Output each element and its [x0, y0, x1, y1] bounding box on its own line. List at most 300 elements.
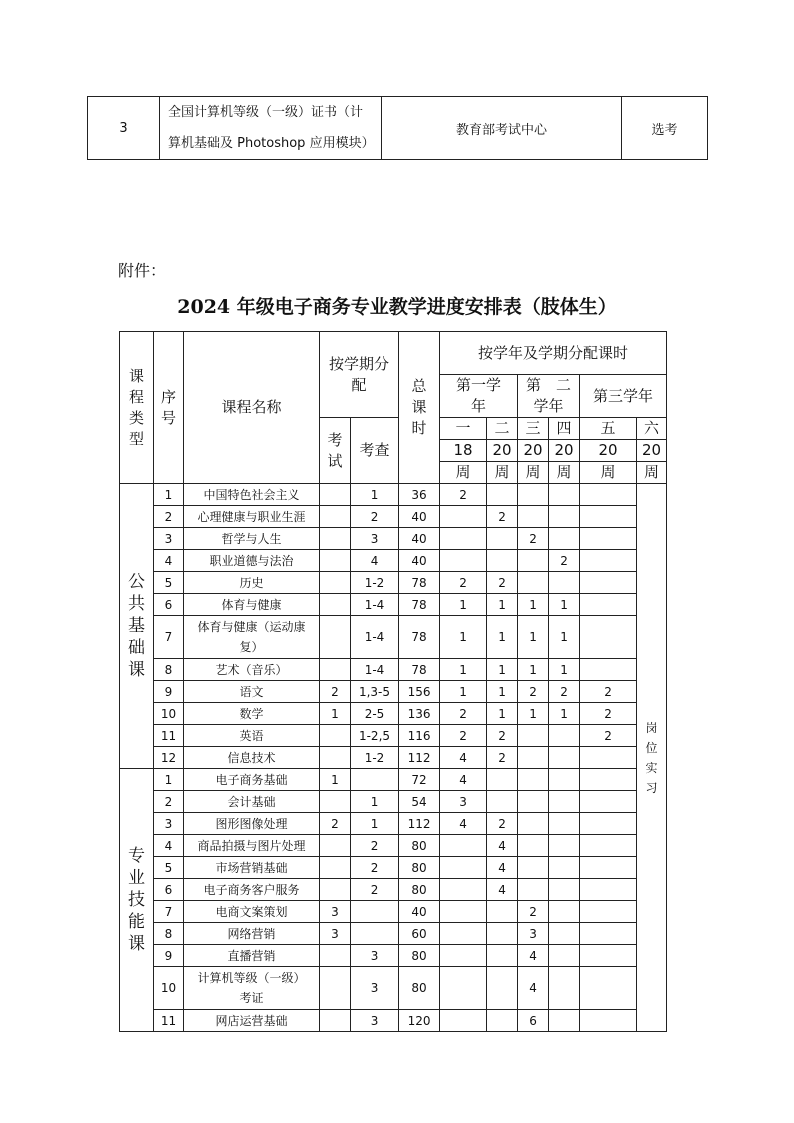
t1-cell	[440, 550, 487, 572]
t5-cell	[580, 484, 637, 506]
t5-cell: 2	[580, 703, 637, 725]
total-cell: 54	[399, 791, 440, 813]
total-cell: 80	[399, 879, 440, 901]
table-row	[120, 528, 667, 550]
t5-cell	[580, 659, 637, 681]
group-char: 能	[128, 912, 145, 932]
t5-cell	[580, 572, 637, 594]
course-name-header: 课程名称	[184, 332, 320, 484]
exam-cell	[320, 791, 351, 813]
t1-cell	[440, 835, 487, 857]
exam-cell	[320, 594, 351, 616]
t5-cell	[580, 506, 637, 528]
t4-cell: 2	[549, 550, 580, 572]
course-name-line: 计算机等级（一级）	[197, 971, 306, 985]
table-row	[120, 857, 667, 879]
exam-cell	[320, 528, 351, 550]
course-name-cell: 语文	[184, 681, 320, 703]
t4-cell: 2	[549, 681, 580, 703]
weeks-cell: 20	[637, 440, 667, 462]
t4-cell: 1	[549, 616, 580, 659]
t5-cell	[580, 594, 637, 616]
course-name-cell: 哲学与人生	[184, 528, 320, 550]
t5-cell	[580, 616, 637, 659]
exam-cell	[320, 879, 351, 901]
course-name-line: 复）	[239, 640, 264, 654]
header-char: 考	[327, 430, 343, 449]
total-cell: 120	[399, 1010, 440, 1032]
term-header: 二	[487, 418, 518, 440]
table-row	[120, 967, 667, 1010]
course-name-cell: 电子商务基础	[184, 769, 320, 791]
term-header: 三	[518, 418, 549, 440]
t3-cell	[518, 572, 549, 594]
check-cell: 1	[351, 813, 399, 835]
course-name-cell: 网店运营基础	[184, 1010, 320, 1032]
t4-cell	[549, 835, 580, 857]
alloc-header: 按学年及学期分配课时	[440, 332, 667, 375]
seq-cell: 3	[154, 813, 184, 835]
check-cell	[351, 769, 399, 791]
t1-cell: 1	[440, 681, 487, 703]
table-row	[120, 747, 667, 769]
table-row	[120, 813, 667, 835]
t3-cell	[518, 484, 549, 506]
table-row	[88, 97, 708, 160]
t2-cell: 2	[487, 725, 518, 747]
t3-cell: 1	[518, 616, 549, 659]
t2-cell: 4	[487, 879, 518, 901]
exam-cell: 3	[320, 923, 351, 945]
check-cell: 3	[351, 528, 399, 550]
total-cell: 72	[399, 769, 440, 791]
attachment-label: 附件：	[118, 261, 167, 280]
check-cell: 1	[351, 791, 399, 813]
exam-cell	[320, 967, 351, 1010]
t4-cell	[549, 528, 580, 550]
check-header: 考查	[351, 418, 399, 484]
course-name-cell: 信息技术	[184, 747, 320, 769]
t1-cell	[440, 506, 487, 528]
t5-cell	[580, 901, 637, 923]
group-char: 技	[128, 890, 145, 910]
course-type-header	[120, 332, 154, 484]
check-cell: 1-4	[351, 659, 399, 681]
t1-cell	[440, 923, 487, 945]
t1-cell: 2	[440, 484, 487, 506]
table-row	[120, 550, 667, 572]
t2-cell: 2	[487, 572, 518, 594]
exam-cell: 2	[320, 681, 351, 703]
t3-cell	[518, 769, 549, 791]
exam-cell	[320, 725, 351, 747]
total-cell: 40	[399, 506, 440, 528]
exam-cell	[320, 747, 351, 769]
group-char: 专	[128, 846, 145, 866]
t1-cell: 1	[440, 616, 487, 659]
check-cell: 2	[351, 835, 399, 857]
term-header: 四	[549, 418, 580, 440]
t2-cell	[487, 528, 518, 550]
term-header: 一	[440, 418, 487, 440]
exam-cell: 1	[320, 769, 351, 791]
term-header: 六	[637, 418, 667, 440]
check-cell: 1-4	[351, 594, 399, 616]
check-cell: 2	[351, 879, 399, 901]
t1-cell	[440, 967, 487, 1010]
t2-cell	[487, 1010, 518, 1032]
header-char: 序	[160, 387, 176, 406]
seq-cell: 1	[154, 484, 184, 506]
check-cell: 2	[351, 506, 399, 528]
table-row	[120, 769, 667, 791]
seq-cell: 8	[154, 923, 184, 945]
t5-cell	[580, 835, 637, 857]
course-name-cell: 网络营销	[184, 923, 320, 945]
seq-cell: 10	[154, 703, 184, 725]
seq-cell: 4	[154, 835, 184, 857]
weeks-cell: 20	[549, 440, 580, 462]
total-cell: 116	[399, 725, 440, 747]
header-char: 类	[128, 408, 144, 427]
page-title: 2024 年级电子商务专业教学进度安排表（肢体生）	[177, 296, 617, 318]
t2-cell	[487, 769, 518, 791]
t1-cell	[440, 945, 487, 967]
t5-cell	[580, 747, 637, 769]
t2-cell: 1	[487, 681, 518, 703]
check-cell: 2-5	[351, 703, 399, 725]
table-row	[120, 725, 667, 747]
exam-cell	[320, 550, 351, 572]
t1-cell	[440, 528, 487, 550]
seq-cell: 8	[154, 659, 184, 681]
t4-cell	[549, 725, 580, 747]
seq-cell: 1	[154, 769, 184, 791]
total-cell: 60	[399, 923, 440, 945]
header-line: 配	[351, 375, 367, 394]
t5-cell	[580, 923, 637, 945]
t2-cell: 4	[487, 835, 518, 857]
check-cell: 4	[351, 550, 399, 572]
total-cell: 156	[399, 681, 440, 703]
t3-cell: 1	[518, 594, 549, 616]
total-cell: 112	[399, 747, 440, 769]
t1-cell: 2	[440, 725, 487, 747]
header-line: 第一学	[456, 376, 502, 394]
t1-cell	[440, 901, 487, 923]
total-cell: 80	[399, 967, 440, 1010]
t4-cell: 1	[549, 703, 580, 725]
table-row	[120, 835, 667, 857]
table-row	[120, 594, 667, 616]
total-cell: 78	[399, 572, 440, 594]
course-name-cell: 市场营销基础	[184, 857, 320, 879]
check-cell: 2	[351, 857, 399, 879]
weeks-cell: 20	[518, 440, 549, 462]
total-cell: 78	[399, 659, 440, 681]
table-row	[120, 703, 667, 725]
t4-cell	[549, 1010, 580, 1032]
schedule-table	[119, 331, 667, 1032]
t3-cell	[518, 857, 549, 879]
seq-header	[154, 332, 184, 484]
t4-cell: 1	[549, 659, 580, 681]
t4-cell	[549, 747, 580, 769]
t3-cell: 2	[518, 681, 549, 703]
exam-cell	[320, 857, 351, 879]
t5-cell	[580, 967, 637, 1010]
t2-cell	[487, 923, 518, 945]
table-row	[120, 1010, 667, 1032]
table-row	[120, 572, 667, 594]
t2-cell: 1	[487, 616, 518, 659]
table-row	[120, 616, 667, 659]
course-name-cell	[184, 967, 320, 1010]
t2-cell: 1	[487, 703, 518, 725]
exam-cell	[320, 659, 351, 681]
group-professional	[120, 769, 154, 1032]
t3-cell	[518, 725, 549, 747]
t1-cell	[440, 1010, 487, 1032]
check-cell	[351, 901, 399, 923]
exam-cell	[320, 945, 351, 967]
total-cell: 136	[399, 703, 440, 725]
t4-cell: 1	[549, 594, 580, 616]
t2-cell: 2	[487, 813, 518, 835]
check-cell: 3	[351, 967, 399, 1010]
t1-cell	[440, 857, 487, 879]
seq-cell: 11	[154, 725, 184, 747]
check-cell: 1-4	[351, 616, 399, 659]
total-hours-header	[399, 332, 440, 484]
t3-cell: 2	[518, 901, 549, 923]
exam-cell: 3	[320, 901, 351, 923]
t2-cell: 4	[487, 857, 518, 879]
seq-cell: 7	[154, 901, 184, 923]
t5-cell	[580, 813, 637, 835]
total-cell: 40	[399, 901, 440, 923]
week-unit-cell: 周	[637, 462, 667, 484]
t1-cell: 1	[440, 659, 487, 681]
t4-cell	[549, 901, 580, 923]
course-name-line: 体育与健康（运动康	[197, 620, 306, 634]
seq-cell: 2	[154, 506, 184, 528]
year2-header	[518, 375, 580, 418]
check-cell: 1,3-5	[351, 681, 399, 703]
seq-cell: 12	[154, 747, 184, 769]
internship-char: 岗	[645, 720, 658, 735]
cert-no: 3	[88, 97, 160, 160]
t2-cell	[487, 967, 518, 1010]
exam-cell	[320, 572, 351, 594]
group-char: 共	[128, 594, 145, 614]
week-unit-cell: 周	[549, 462, 580, 484]
t3-cell: 1	[518, 659, 549, 681]
cert-name-line2: 算机基础及 Photoshop 应用模块）	[168, 136, 375, 151]
t4-cell	[549, 769, 580, 791]
t3-cell	[518, 791, 549, 813]
header-char: 课	[411, 398, 427, 416]
exam-header	[320, 418, 351, 484]
seq-cell: 7	[154, 616, 184, 659]
t4-cell	[549, 879, 580, 901]
course-name-line: 考证	[239, 991, 264, 1005]
total-cell: 40	[399, 550, 440, 572]
t3-cell	[518, 747, 549, 769]
t3-cell: 4	[518, 945, 549, 967]
course-name-cell	[184, 616, 320, 659]
course-name-cell: 心理健康与职业生涯	[184, 506, 320, 528]
exam-cell	[320, 506, 351, 528]
course-name-cell: 直播营销	[184, 945, 320, 967]
t3-cell	[518, 550, 549, 572]
seq-cell: 11	[154, 1010, 184, 1032]
total-cell: 78	[399, 616, 440, 659]
exam-cell	[320, 835, 351, 857]
t5-cell	[580, 945, 637, 967]
weeks-cell: 20	[487, 440, 518, 462]
seq-cell: 2	[154, 791, 184, 813]
course-name-cell: 商品拍摄与图片处理	[184, 835, 320, 857]
table-row	[120, 484, 667, 506]
t1-cell: 4	[440, 747, 487, 769]
seq-cell: 9	[154, 945, 184, 967]
course-name-cell: 图形图像处理	[184, 813, 320, 835]
t5-cell	[580, 879, 637, 901]
t1-cell: 2	[440, 703, 487, 725]
check-cell: 1-2,5	[351, 725, 399, 747]
cert-type: 选考	[622, 97, 708, 160]
total-cell: 80	[399, 857, 440, 879]
t2-cell: 1	[487, 594, 518, 616]
course-name-cell: 电子商务客户服务	[184, 879, 320, 901]
course-name-cell: 会计基础	[184, 791, 320, 813]
t3-cell: 4	[518, 967, 549, 1010]
table-row	[120, 791, 667, 813]
internship-char: 习	[645, 780, 658, 795]
exam-cell	[320, 616, 351, 659]
header-char: 型	[128, 429, 144, 448]
check-cell: 3	[351, 945, 399, 967]
t2-cell	[487, 901, 518, 923]
semester-alloc-header	[320, 332, 399, 418]
internship-char: 实	[645, 760, 658, 775]
t3-cell	[518, 506, 549, 528]
total-cell: 80	[399, 945, 440, 967]
t5-cell	[580, 791, 637, 813]
total-cell: 78	[399, 594, 440, 616]
seq-cell: 10	[154, 967, 184, 1010]
week-unit-cell: 周	[487, 462, 518, 484]
header-char: 课	[128, 366, 144, 385]
group-char: 课	[128, 660, 145, 680]
header-char: 总	[411, 377, 427, 395]
t5-cell	[580, 769, 637, 791]
table-row	[120, 879, 667, 901]
seq-cell: 9	[154, 681, 184, 703]
t2-cell	[487, 484, 518, 506]
weeks-cell: 20	[580, 440, 637, 462]
course-name-cell: 职业道德与法治	[184, 550, 320, 572]
t4-cell	[549, 484, 580, 506]
exam-cell	[320, 1010, 351, 1032]
t3-cell: 1	[518, 703, 549, 725]
t3-cell: 6	[518, 1010, 549, 1032]
course-name-cell: 英语	[184, 725, 320, 747]
t2-cell: 1	[487, 659, 518, 681]
group-char: 础	[128, 638, 145, 658]
t2-cell: 2	[487, 506, 518, 528]
seq-cell: 6	[154, 879, 184, 901]
check-cell: 1	[351, 484, 399, 506]
t4-cell	[549, 945, 580, 967]
course-name-cell: 艺术（音乐）	[184, 659, 320, 681]
t5-cell	[580, 1010, 637, 1032]
week-unit-cell: 周	[440, 462, 487, 484]
t1-cell: 2	[440, 572, 487, 594]
t4-cell	[549, 506, 580, 528]
check-cell: 1-2	[351, 572, 399, 594]
seq-cell: 5	[154, 572, 184, 594]
internship-cell	[637, 484, 667, 1032]
course-name-cell: 电商文案策划	[184, 901, 320, 923]
t4-cell	[549, 857, 580, 879]
seq-cell: 4	[154, 550, 184, 572]
t3-cell: 2	[518, 528, 549, 550]
t3-cell	[518, 813, 549, 835]
weeks-cell: 18	[440, 440, 487, 462]
table-row	[120, 901, 667, 923]
cert-org: 教育部考试中心	[382, 97, 622, 160]
t4-cell	[549, 572, 580, 594]
header-line: 按学期分	[329, 354, 390, 373]
t1-cell: 4	[440, 769, 487, 791]
check-cell: 3	[351, 1010, 399, 1032]
table-row	[120, 923, 667, 945]
course-name-cell: 体育与健康	[184, 594, 320, 616]
certificate-table	[87, 96, 708, 160]
check-cell	[351, 923, 399, 945]
course-name-cell: 中国特色社会主义	[184, 484, 320, 506]
table-row	[120, 506, 667, 528]
t5-cell: 2	[580, 681, 637, 703]
year1-header	[440, 375, 518, 418]
header-char: 号	[160, 408, 176, 427]
exam-cell	[320, 484, 351, 506]
t3-cell: 3	[518, 923, 549, 945]
check-cell: 1-2	[351, 747, 399, 769]
exam-cell: 2	[320, 813, 351, 835]
group-char: 业	[128, 868, 145, 888]
header-line: 年	[471, 397, 487, 415]
cert-name	[160, 97, 382, 160]
header-char: 试	[327, 451, 343, 470]
year3-header: 第三学年	[580, 375, 667, 418]
group-char: 公	[128, 572, 145, 592]
course-name-cell: 历史	[184, 572, 320, 594]
week-unit-cell: 周	[580, 462, 637, 484]
t4-cell	[549, 791, 580, 813]
t5-cell	[580, 528, 637, 550]
t5-cell: 2	[580, 725, 637, 747]
total-cell: 36	[399, 484, 440, 506]
seq-cell: 3	[154, 528, 184, 550]
header-char: 时	[411, 419, 427, 437]
t4-cell	[549, 967, 580, 1010]
group-char: 课	[128, 934, 145, 954]
cert-name-line1: 全国计算机等级（一级）证书（计	[168, 105, 364, 120]
course-name-cell: 数学	[184, 703, 320, 725]
